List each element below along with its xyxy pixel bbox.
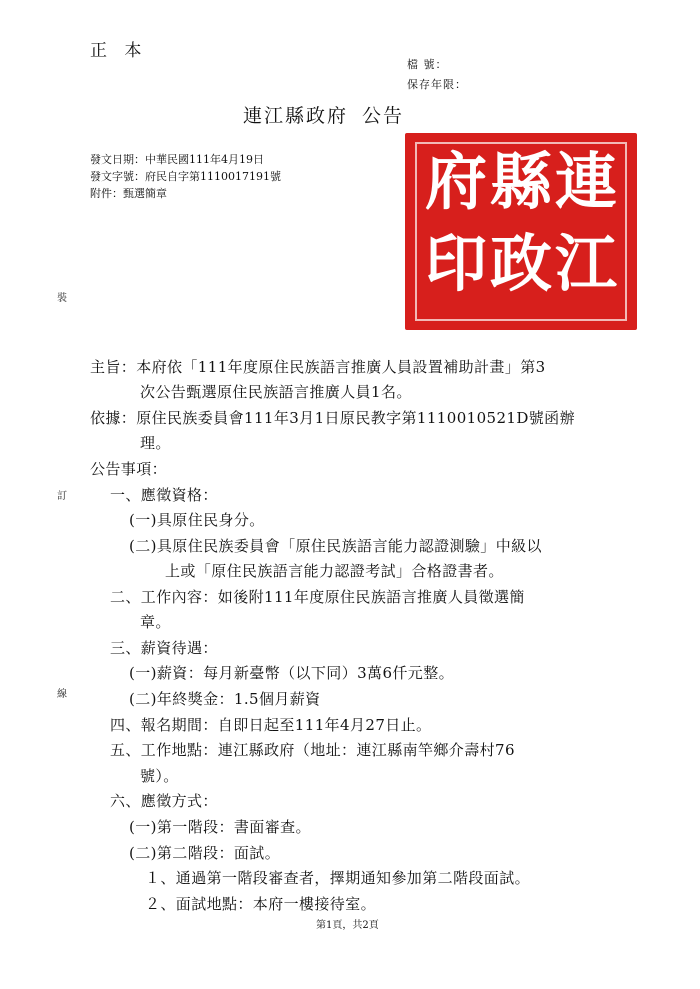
item-6-2-b: ２、面試地點：本府一樓接待室。 (145, 895, 377, 913)
item-3-heading: 三、薪資待遇： (110, 639, 218, 657)
seal-char: 縣 (490, 145, 553, 218)
seal-char: 連 (555, 145, 618, 218)
document-title (243, 101, 404, 128)
item-6-2-a: １、通過第一階段審查者，擇期通知參加第二階段面試。 (145, 869, 531, 887)
item-2-cont: 章。 (140, 613, 171, 631)
page-footer: 第1頁，共2頁 (316, 920, 379, 931)
archive-number-label: 檔 號： (407, 58, 448, 71)
seal-char: 政 (490, 227, 553, 300)
item-1-heading: 一、應徵資格： (110, 486, 218, 504)
basis-line-cont: 理。 (140, 434, 171, 452)
item-5: 五、工作地點：連江縣政府（地址：連江縣南竿鄉介壽村76 (110, 741, 515, 759)
official-seal (405, 133, 637, 330)
document-number: 發文字號：府民自字第1110017191號 (90, 170, 281, 183)
item-1-2-cont: 上或「原住民族語言能力認證考試」合格證書者。 (165, 562, 504, 580)
attachment-info: 附件：甄選簡章 (90, 187, 167, 200)
binding-mark-line: 線 (57, 689, 67, 700)
document-type: 公告 (362, 105, 405, 127)
item-6-2: (二)第二階段：面試。 (129, 844, 281, 862)
item-1-1: (一)具原住民身分。 (129, 511, 265, 529)
item-3-1: (一)薪資：每月新臺幣（以下同）3萬6仟元整。 (129, 664, 454, 682)
seal-char: 江 (555, 227, 618, 300)
item-1-2: (二)具原住民族委員會「原住民族語言能力認證測驗」中級以 (129, 537, 542, 555)
item-2: 二、工作內容：如後附111年度原住民族語言推廣人員徵選簡 (110, 588, 525, 606)
seal-char: 府 (425, 145, 488, 218)
item-6-1: (一)第一階段：書面審查。 (129, 818, 311, 836)
retention-period-label: 保存年限： (407, 78, 467, 91)
subject-line-cont: 次公告甄選原住民族語言推廣人員1名。 (140, 383, 412, 401)
item-6-heading: 六、應徵方式： (110, 792, 218, 810)
seal-characters (405, 133, 637, 330)
copy-mark: 正 本 (90, 41, 148, 61)
binding-mark-bind: 裝 (57, 293, 67, 304)
announcement-heading: 公告事項： (90, 460, 168, 478)
subject-line: 主旨：本府依「111年度原住民族語言推廣人員設置補助計畫」第3 (90, 358, 546, 376)
issue-date: 發文日期：中華民國111年4月19日 (90, 153, 264, 166)
item-3-2: (二)年終獎金：1.5個月薪資 (129, 690, 321, 708)
issuer-name: 連江縣政府 (243, 105, 349, 127)
item-5-cont: 號）。 (140, 767, 179, 785)
seal-char: 印 (425, 227, 488, 300)
binding-mark-stitch: 訂 (57, 491, 67, 502)
basis-line: 依據：原住民族委員會111年3月1日原民教字第1110010521D號函辦 (90, 409, 575, 427)
item-4: 四、報名期間：自即日起至111年4月27日止。 (110, 716, 432, 734)
